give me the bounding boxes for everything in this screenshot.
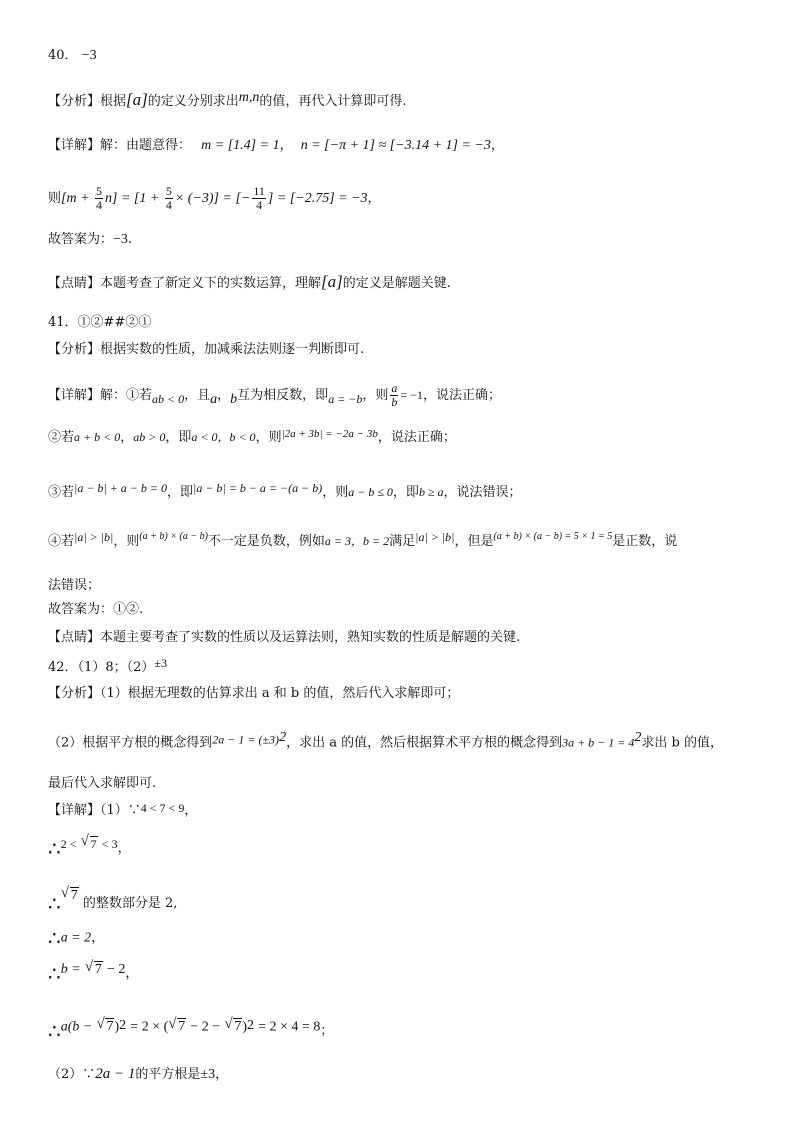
q40-final-end: . <box>127 232 133 247</box>
q40-detail-intro: 解：由题意得： <box>100 138 192 153</box>
q41-s1-end: ，说法正确； <box>422 388 501 403</box>
q41-comment-text: 本题主要考查了实数的性质以及运算法则，熟知实数的性质是解题的关键. <box>100 630 521 645</box>
q40-comment-prefix: 本题考查了新定义下的实数运算，理解 <box>100 276 322 291</box>
q41-s1-prefix: 解：①若 <box>100 388 153 403</box>
q42-d7-expr: 2a − 1 <box>95 1066 136 1082</box>
q41-final: 故答案为：①②. <box>48 602 144 617</box>
q41-analysis-text: 根据实数的性质，加减乘法法则逐一判断即可. <box>100 342 365 357</box>
q41-analysis <box>48 340 770 360</box>
q40-calc-end: ， <box>367 191 381 206</box>
q42-d6-end: ； <box>320 1023 334 1039</box>
q42-analysis-2-p1: （2）根据平方根的概念得到 <box>48 735 213 751</box>
q42-d6-rad2: √ 7 <box>168 1016 186 1035</box>
analysis-tag: 【分析】 <box>48 342 101 357</box>
q42-d6-lhs: a(b − <box>60 1019 93 1035</box>
q42-detail-5 <box>48 960 770 984</box>
q40-calc-close: n] = [1 + <box>105 191 163 206</box>
detail-tag: 【详解】 <box>48 803 101 818</box>
q42-detail-7 <box>48 1064 770 1085</box>
q42-d6-tail: = 2 × 4 = 8 <box>258 1019 321 1035</box>
q41-s1-eq: a = −b <box>328 392 363 406</box>
q41-s3-t1: ，即 <box>167 485 194 500</box>
q42-d3-rad: √ 7 <box>60 885 78 903</box>
q42-d6-rad3: √ 7 <box>224 1016 242 1035</box>
q41-s4-t2: 不一定是负数，例如 <box>207 534 325 549</box>
q40-analysis-prefix: 根据 <box>100 94 127 109</box>
q41-s1-t2: ， <box>217 388 231 403</box>
q42-d5-end: ， <box>125 966 139 981</box>
q41-s2 <box>48 424 770 448</box>
therefore-icon: ∴ <box>48 891 61 916</box>
q42-d7-text: 的平方根是 <box>135 1067 201 1082</box>
q41-s3-r2: a − b ≤ 0 <box>348 485 393 499</box>
q42-analysis-1-text: （1）根据无理数的估算求出 a 和 b 的值，然后代入求解即可； <box>100 686 460 701</box>
q41-s3-t3: ，即 <box>392 485 419 500</box>
therefore-icon: ∴ <box>48 926 61 950</box>
q41-s2-t1: ， <box>120 430 134 445</box>
q41-s4-t5: 是正数，说 <box>612 534 678 549</box>
q41-s2-c1: a + b < 0 <box>74 430 121 444</box>
q40-comment-suffix: 的定义是解题关键. <box>342 276 451 291</box>
q41-s4 <box>48 527 770 552</box>
q42-d2-end: ， <box>117 841 131 856</box>
q41-s2-res: |2a + 3b| = −2a − 3b <box>281 428 378 440</box>
q41-s4-c2: |a| > |b| <box>415 530 455 544</box>
therefore-icon: ∴ <box>48 1018 61 1043</box>
q41-s3-end: ，说法错误； <box>443 485 522 500</box>
q42-analysis-2-cont: 最后代入求解即可. <box>48 776 157 791</box>
q41-s1-frac: $\frac{a}{b}$ <box>391 381 398 409</box>
q41-s4-cont: 法错误； <box>48 578 101 593</box>
q40-detail-n: n = [−π + 1] ≈ [−3.14 + 1] = −3 <box>300 138 491 153</box>
q42-d7-end: ， <box>215 1067 229 1082</box>
q42-analysis-2-p3: 求出 b 的值， <box>641 735 723 751</box>
q41-s2-t2: ，即 <box>165 430 192 445</box>
analysis-tag: 【分析】 <box>48 94 101 109</box>
q42-d6-eq: = 2 × ( <box>130 1019 169 1035</box>
q41-s3-r1: |a − b| = b − a = −(a − b) <box>193 481 323 495</box>
q40-final-value: −3 <box>113 232 128 247</box>
q41-s1-t1: ，且 <box>184 388 211 403</box>
q41-answer: ①②##②① <box>77 315 152 330</box>
q41-s1-b: b <box>230 392 238 407</box>
q42-d3-text: 的整数部分是 2, <box>82 896 178 911</box>
q40-calc-mid: × (−3)] = [− <box>174 191 251 206</box>
q40-answer: −3 <box>81 48 97 63</box>
q41-s1-rhs: = −1 <box>400 388 423 402</box>
q41-s4-ex: a = 3，b = 2 <box>324 534 390 548</box>
q42-d4-end: ， <box>91 930 105 946</box>
q40-detail-sep: ， <box>279 138 293 153</box>
q40-calc-tail: ] = [−2.75] = −3 <box>267 191 368 206</box>
q41-s2-c3: a < 0，b < 0 <box>191 430 256 444</box>
comment-tag: 【点睛】 <box>48 630 101 645</box>
q42-d6-close: ) <box>242 1019 247 1035</box>
q42-d1-ineq: 4 < 7 < 9 <box>140 801 185 815</box>
q40-frac2: $\frac{5}{4}$ <box>165 184 172 212</box>
q40-final <box>48 230 770 250</box>
q40-frac3: $\frac{11}{4}$ <box>253 184 265 212</box>
q42-detail-3 <box>48 886 770 914</box>
q41-s1-t4: ，则 <box>362 388 389 403</box>
q42-d2-rad: √ 7 <box>80 833 97 851</box>
q41-header <box>48 313 770 333</box>
analysis-tag: 【分析】 <box>48 686 101 701</box>
q42-d7-prefix: （2）∵ <box>48 1067 96 1082</box>
q42-d2-right: < 3 <box>101 837 118 851</box>
q40-then: 则 <box>48 191 62 206</box>
q42-d7-val: ±3 <box>200 1067 216 1082</box>
q41-s2-c2: ab > 0 <box>133 430 166 444</box>
q42-detail-4 <box>48 928 770 949</box>
q41-s4-r1: (a + b) × (a − b) <box>139 531 208 542</box>
q40-calc-open: [m + <box>61 191 94 206</box>
q41-s1-cond: ab < 0 <box>152 392 185 406</box>
q40-analysis <box>48 88 770 112</box>
q42-analysis-2-p2: ，求出 a 的值，然后根据算术平方根的概念得到 <box>286 735 563 751</box>
q40-calc <box>48 184 770 214</box>
q42-d5-rhs: − 2 <box>106 962 126 977</box>
q41-comment <box>48 628 770 648</box>
q42-d4-eq: a = 2 <box>60 930 92 946</box>
q40-detail-end: ， <box>490 138 504 153</box>
q42-analysis-2: （2）根据平方根的概念得到$2a - 1 = (\pm 3)^2$，求出 a 的值，然后根据算术平方根的概念得到$3a + b - 1 = 4^2$求出 b 的值， <box>48 730 723 751</box>
q40-detail-m: m = [1.4] = 1 <box>201 138 280 153</box>
q42-d1-end: ， <box>184 803 198 818</box>
q41-s3-c: |a − b| + a − b = 0 <box>74 481 168 495</box>
q40-analysis-suffix: 的值，再代入计算即可得. <box>259 94 407 109</box>
q41-s3-r3: b ≥ a <box>418 485 444 499</box>
detail-tag: 【详解】 <box>48 388 101 403</box>
q41-s3-prefix: ③若 <box>48 485 75 500</box>
q42-number: 42． <box>48 660 78 675</box>
q40-frac1: $\frac{5}{4}$ <box>96 184 103 212</box>
q40-detail <box>48 136 770 156</box>
q42-detail-1 <box>48 798 770 821</box>
q42-d5-lhs: b = <box>60 962 81 977</box>
q41-s1-a: a <box>210 392 218 407</box>
detail-tag: 【详解】 <box>48 138 101 153</box>
q41-s3-t2: ，则 <box>322 485 349 500</box>
q42-d1-prefix: （1）∵ <box>100 803 141 818</box>
q41-s2-prefix: ②若 <box>48 430 75 445</box>
q42-detail-6: ∴a(b − √ 7)$^2$ = 2 × ( √ 7 − 2 − √ 7)$^2$ = 2 × 4 = 8； <box>48 1016 334 1043</box>
q42-analysis-2-eq2: 3a + b − 1 = 4 <box>562 735 635 750</box>
q42-answer-p1: （1）8；（2） <box>77 660 155 675</box>
q40-number: 40． <box>48 48 78 63</box>
q41-s4-c: |a| > |b| <box>74 530 114 544</box>
q41-s3 <box>48 478 770 503</box>
q41-s4-r2: (a + b) × (a − b) = 5 × 1 = 5 <box>493 531 613 542</box>
q41-s1-t3: 互为相反数，即 <box>237 388 329 403</box>
q40-analysis-mid: 的定义分别求出 <box>147 94 239 109</box>
q42-header <box>48 653 770 678</box>
q42-d2-left: 2 < <box>60 837 77 851</box>
q42-d5-rad: √ 7 <box>84 959 102 977</box>
q42-answer-p2: ±3 <box>154 656 167 670</box>
comment-tag: 【点睛】 <box>48 276 101 291</box>
q40-comment-a: [a] <box>321 272 343 291</box>
q42-detail-2 <box>48 834 770 859</box>
q41-s4-t4: ，但是 <box>454 534 494 549</box>
q41-s4-t3: 满足 <box>389 534 416 549</box>
q42-analysis-2-eq1: 2a − 1 = (±3) <box>212 732 280 747</box>
q42-d6-mid2: − 2 − <box>190 1019 221 1035</box>
therefore-icon: ∴ <box>48 961 61 986</box>
q40-header <box>48 46 770 66</box>
q40-analysis-mn: m,n <box>238 90 260 105</box>
q41-s4-t1: ，则 <box>113 534 140 549</box>
q41-s4-prefix: ④若 <box>48 534 75 549</box>
therefore-icon: ∴ <box>48 836 61 861</box>
q42-d6-rad1: √ 7 <box>96 1016 114 1035</box>
q40-comment <box>48 272 770 294</box>
q41-s2-end: ，说法正确； <box>377 430 456 445</box>
q41-s1 <box>48 380 770 415</box>
q40-analysis-a: [a] <box>126 90 148 109</box>
q40-final-prefix: 故答案为： <box>48 232 114 247</box>
q41-number: 41． <box>48 315 78 330</box>
q41-s2-t3: ，则 <box>255 430 282 445</box>
q42-analysis-1 <box>48 684 770 704</box>
q42-d6-mid: ) <box>114 1019 120 1035</box>
